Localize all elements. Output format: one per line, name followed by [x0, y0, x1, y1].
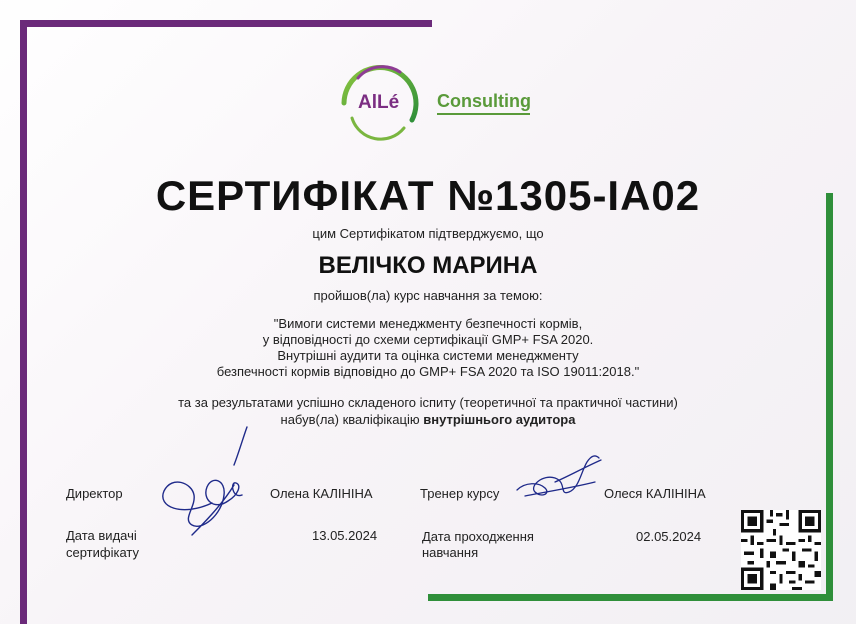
qualification-prefix: набув(ла) кваліфікацію [280, 412, 424, 427]
qr-code [741, 510, 821, 590]
consulting-underline [437, 113, 530, 115]
director-signature [152, 425, 262, 545]
course-title-line-2: у відповідності до схеми сертифікації GMP+ FSA 2020. [262, 332, 594, 347]
qualification-title: внутрішнього аудитора [423, 412, 576, 427]
trainer-label: Тренер курсу [420, 486, 500, 501]
issue-date: 13.05.2024 [312, 528, 378, 543]
training-date-label-1: Дата проходження [422, 529, 534, 544]
issue-date-label-2: сертифікату [66, 545, 139, 560]
issue-date-label-1: Дата видачі [66, 528, 137, 543]
purple-frame-top [20, 20, 432, 27]
trainer-signature [515, 452, 605, 502]
course-title-line-3: Внутрішні аудити та оцінка системи менеджменту [277, 348, 579, 363]
logo-wordmark: AlLé [358, 92, 400, 113]
director-label: Директор [66, 486, 123, 501]
course-title-line-4: безпечності кормів відповідно до GMP+ FSA 2020 та ISO 19011:2018." [216, 364, 640, 379]
director-name: Олена КАЛІНІНА [270, 486, 373, 501]
green-frame-bottom [428, 594, 833, 601]
training-date: 02.05.2024 [636, 529, 702, 544]
consulting-wordmark: Consulting [437, 91, 531, 111]
recipient-name: ВЕЛІЧКО МАРИНА [318, 252, 538, 279]
course-title-line-1: "Вимоги системи менеджменту безпечності кормів, [273, 316, 583, 331]
training-date-label-2: навчання [422, 545, 479, 560]
result-line: та за результатами успішно складеного іспиту (теоретичної та практичної частини) [178, 395, 678, 410]
trainer-name: Олеся КАЛІНІНА [604, 486, 706, 501]
confirm-line: цим Сертифікатом підтверджуємо, що [312, 226, 544, 241]
course-intro: пройшов(ла) курс навчання за темою: [313, 288, 543, 303]
qualification-line [0, 412, 856, 427]
certificate-title: СЕРТИФІКАТ №1305-IA02 [155, 172, 701, 219]
